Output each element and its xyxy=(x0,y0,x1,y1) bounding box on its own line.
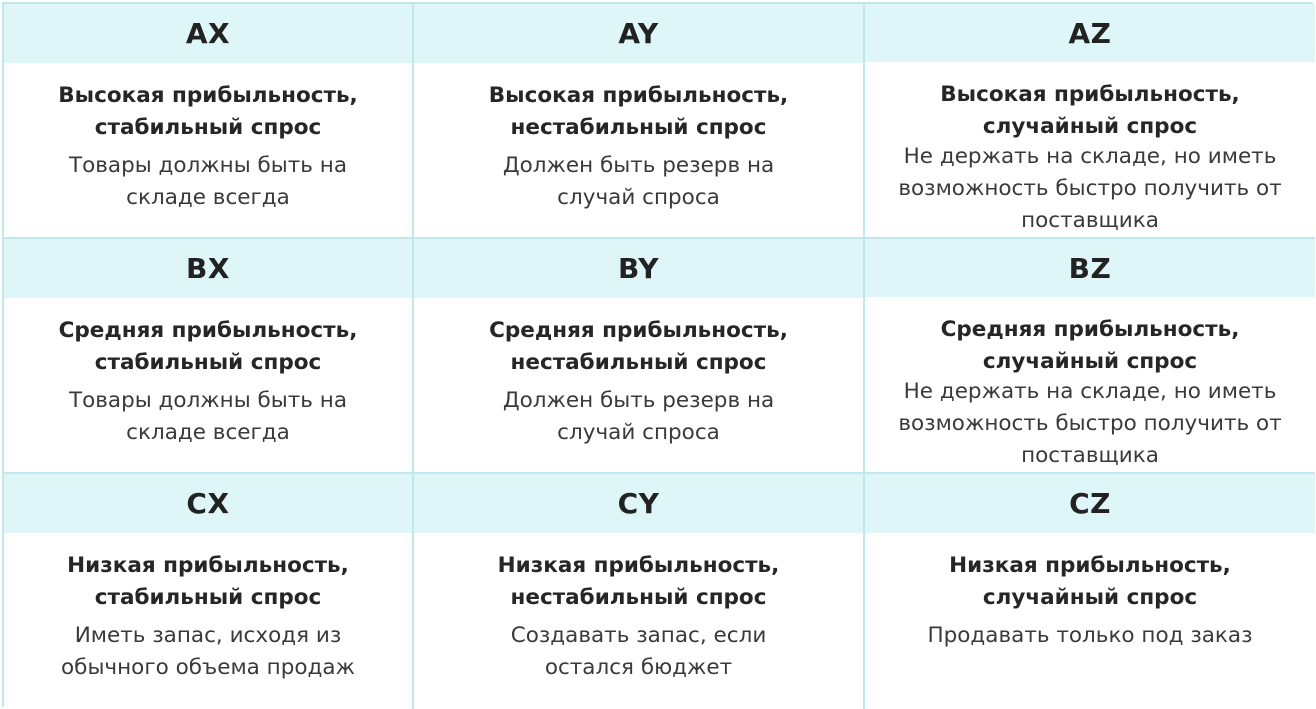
cell-body xyxy=(4,63,412,237)
cell-title: Высокая прибыльность, нестабильный спрос xyxy=(488,83,789,140)
cell-code: BX xyxy=(4,239,412,298)
cell-code: AX xyxy=(4,4,412,63)
cell-cy xyxy=(414,474,865,709)
cell-title: Высокая прибыльность, стабильный спрос xyxy=(58,83,358,140)
cell-az xyxy=(865,4,1315,239)
cell-code: CZ xyxy=(865,474,1315,533)
cell-description: Должен быть резерв на случай спроса xyxy=(502,388,775,445)
cell-code: CX xyxy=(4,474,412,533)
cell-ay xyxy=(414,4,865,239)
cell-description: Не держать на складе, но иметь возможность быстро получить от поставщика xyxy=(898,379,1282,468)
cell-description: Должен быть резерв на случай спроса xyxy=(502,153,775,210)
cell-cz xyxy=(865,474,1315,709)
cell-description: Товары должны быть на складе всегда xyxy=(68,153,348,210)
cell-cx xyxy=(4,474,414,709)
cell-bz xyxy=(865,239,1315,474)
cell-title: Средняя прибыльность, стабильный спрос xyxy=(58,318,358,375)
cell-title: Средняя прибыльность, нестабильный спрос xyxy=(489,318,788,375)
cell-body xyxy=(4,533,412,709)
cell-by xyxy=(414,239,865,474)
cell-body xyxy=(414,63,863,237)
cell-body xyxy=(414,298,863,472)
cell-body xyxy=(865,533,1315,709)
cell-bx xyxy=(4,239,414,474)
cell-title: Низкая прибыльность, нестабильный спрос xyxy=(497,553,780,610)
cell-title: Низкая прибыльность, стабильный спрос xyxy=(67,553,349,610)
cell-body xyxy=(865,62,1315,237)
cell-title: Высокая прибыльность, случайный спрос xyxy=(940,82,1240,139)
cell-description: Иметь запас, исходя из обычного объема продаж xyxy=(61,623,355,680)
cell-ax xyxy=(4,4,414,239)
cell-description: Создавать запас, если остался бюджет xyxy=(510,623,767,680)
cell-body xyxy=(865,297,1315,472)
cell-description: Товары должны быть на складе всегда xyxy=(68,388,348,445)
cell-description: Продавать только под заказ xyxy=(927,623,1253,648)
cell-code: BY xyxy=(414,239,863,298)
cell-title: Низкая прибыльность, случайный спрос xyxy=(949,553,1231,610)
cell-body xyxy=(4,298,412,472)
cell-title: Средняя прибыльность, случайный спрос xyxy=(940,317,1240,374)
cell-description: Не держать на складе, но иметь возможность быстро получить от поставщика xyxy=(898,144,1282,233)
cell-code: AY xyxy=(414,4,863,63)
cell-code: BZ xyxy=(865,239,1315,297)
cell-code: AZ xyxy=(865,4,1315,62)
abc-xyz-matrix xyxy=(2,2,1313,707)
cell-code: CY xyxy=(414,474,863,533)
cell-body xyxy=(414,533,863,709)
